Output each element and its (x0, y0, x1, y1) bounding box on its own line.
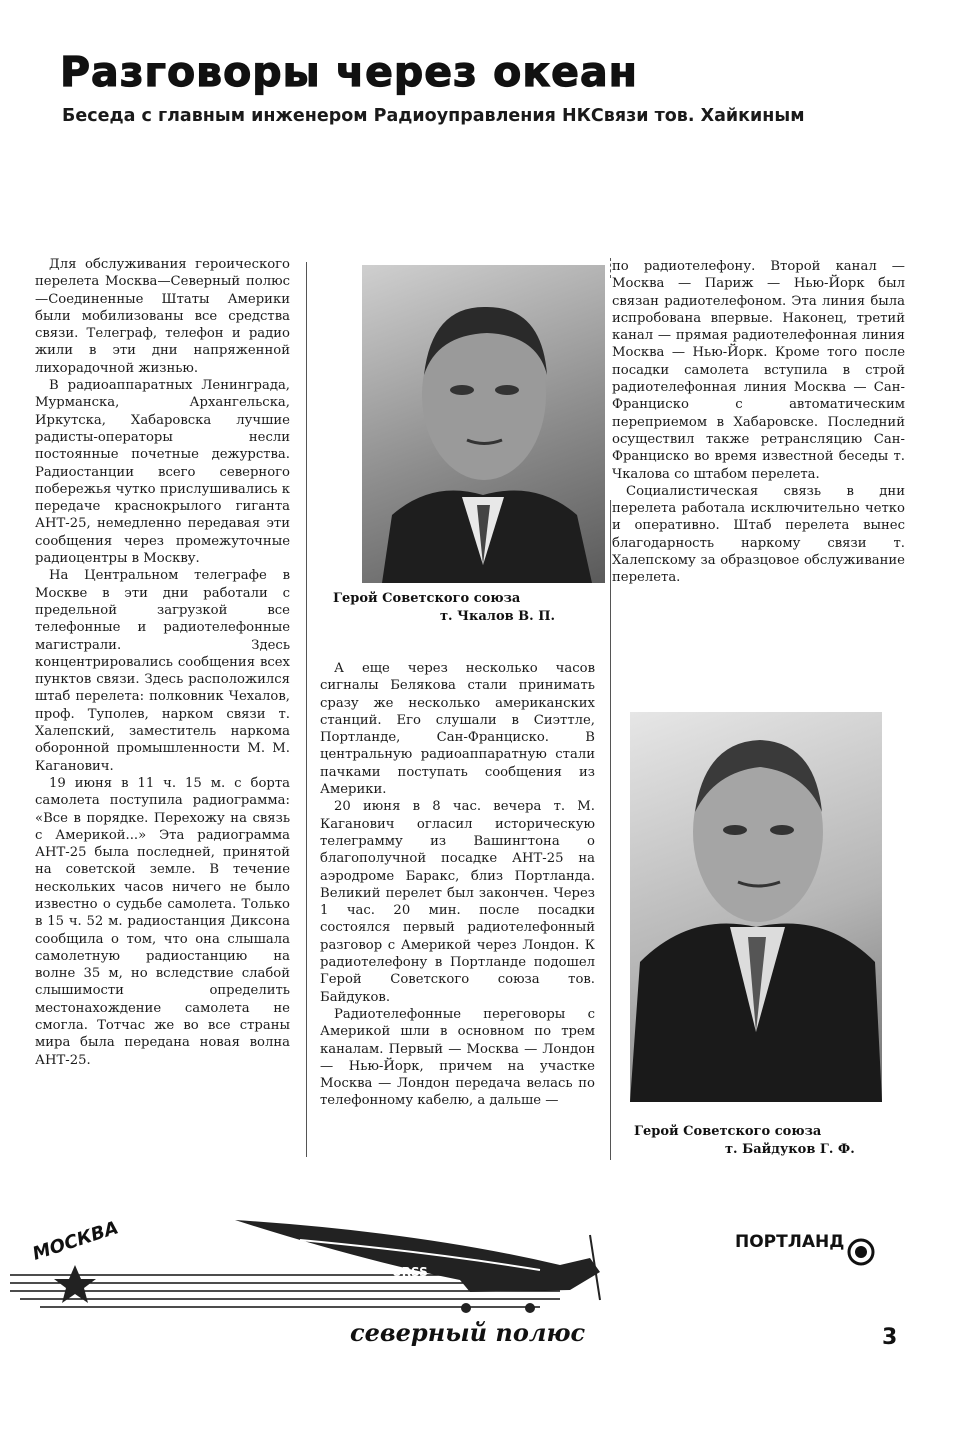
paragraph: Радиотелефонные переговоры с Америкой шли в основном по трем каналам. Первый — Москва — Лондон — Нью-Йорк, причем на участке Москва — Лондон передача велась по телефонному кабелю, а дальше — (320, 1006, 595, 1109)
north-pole-label: северный полюс (350, 1318, 586, 1347)
star-icon (54, 1265, 96, 1303)
column-divider (306, 262, 307, 1157)
page-number: 3 (882, 1325, 898, 1350)
portrait-image (630, 712, 882, 1102)
plane-marking: URSS (392, 1265, 428, 1279)
photo-caption-line: т. Байдуков Г. Ф. (725, 1142, 855, 1157)
article-subtitle: Беседа с главным инженером Радиоуправления НКСвязи тов. Хайкиным (62, 106, 805, 126)
moscow-label: МОСКВА (30, 1217, 121, 1265)
column-middle (320, 660, 595, 1110)
column-divider (610, 500, 611, 1160)
column-divider (610, 258, 611, 278)
column-right (612, 258, 905, 587)
paragraph: 19 июня в 11 ч. 15 м. с борта самолета поступила радиограмма: «Все в порядке. Перехожу на связь с Америкой...» Эта радиограмма АНТ-25 была последней, принятой на советской земле. В течение нескольких часов ничего не было известно о судьбе самолета. Только в 15 ч. 52 м. радиостанция Диксона сообщила о том, что она слышала самолетную радиостанцию на волне 35 м, но вследствие слабой слышимости определить местонахождение самолета не смогла. Тотчас же во все страны мира была передана новая волна АНТ-25. (35, 775, 290, 1068)
column-left (35, 256, 290, 1069)
photo-caption-line: Герой Советского союза (333, 591, 521, 606)
portland-label: ПОРТЛАНД (735, 1232, 845, 1252)
paragraph: Для обслуживания героического перелета Москва—Северный полюс—Соединенные Штаты Америки были мобилизованы все средства связи. Телеграф, телефон и радио жили в эти дни напряженной лихорадочной жизнью. (35, 257, 290, 376)
paragraph: 20 июня в 8 час. вечера т. М. Каганович огласил историческую телеграмму из Вашингтона о благополучной посадке АНТ-25 на аэродроме Баракс, близ Портланда. Великий перелет был закончен. Через 1 час. 20 мин. после посадки состоялся первый радиотелефонный разговор с Америкой через Лондон. К радиотелефону в Портланде подошел Герой Советского союза тов. Байдуков. (320, 799, 595, 1005)
photo-caption-line: Герой Советского союза (634, 1124, 822, 1139)
article-title: Разговоры через океан (60, 48, 638, 96)
paragraph: В радиоаппаратных Ленинграда, Мурманска, Архангельска, Иркутска, Хабаровска лучшие радисты-операторы несли постоянные почетные дежурства. Радиостанции всего северного побережья чутко прислушивались к передаче краснокрылого гиганта АНТ-25, немедленно передавая эти сообщения через промежуточные радиоцентры в Москву. (35, 378, 290, 567)
photo-caption-line: т. Чкалов В. П. (440, 609, 556, 624)
paragraph: по радиотелефону. Второй канал — Москва — Париж — Нью-Йорк был связан радиотелефоном. Эта линия была испробована впервые. Наконец, третий канал — прямая радиотелефонная линия Москва — Нью-Йорк. Кроме того после посадки самолета вступила в строй радиотелефонная линия Москва — Сан-Франциско с автоматическим переприемом в Хабаровске. Последний осуществил также ретрансляцию Сан-Франциско во время известной беседы т. Чкалова со штабом перелета. (612, 259, 905, 482)
photo-baidukov (630, 712, 882, 1102)
photo-chkalov (362, 265, 605, 583)
paragraph: На Центральном телеграфе в Москве в эти дни работали с предельной загрузкой все телефонные и радиотелефонные магистрали. Здесь концентрировались сообщения всех пунктов связи. Здесь расположился штаб перелета: полковник Чехалов, проф. Туполев, нарком связи т. Халепский, заместитель наркома оборонной промышленности М. М. Каганович. (35, 568, 290, 774)
portrait-image (362, 265, 605, 583)
paragraph: А еще через несколько часов сигналы Белякова стали принимать сразу же несколько американских станций. Его слушали в Сиэттле, Портланде, Сан-Франциско. В центральную радиоаппаратную стали пачками поступать сообщения из Америки. (320, 661, 595, 798)
paragraph: Социалистическая связь в дни перелета работала исключительно четко и оперативно. Штаб перелета вынес благодарность наркому связи т. Халепскому за образцовое обслуживание перелета. (612, 483, 905, 586)
target-icon (849, 1240, 873, 1264)
